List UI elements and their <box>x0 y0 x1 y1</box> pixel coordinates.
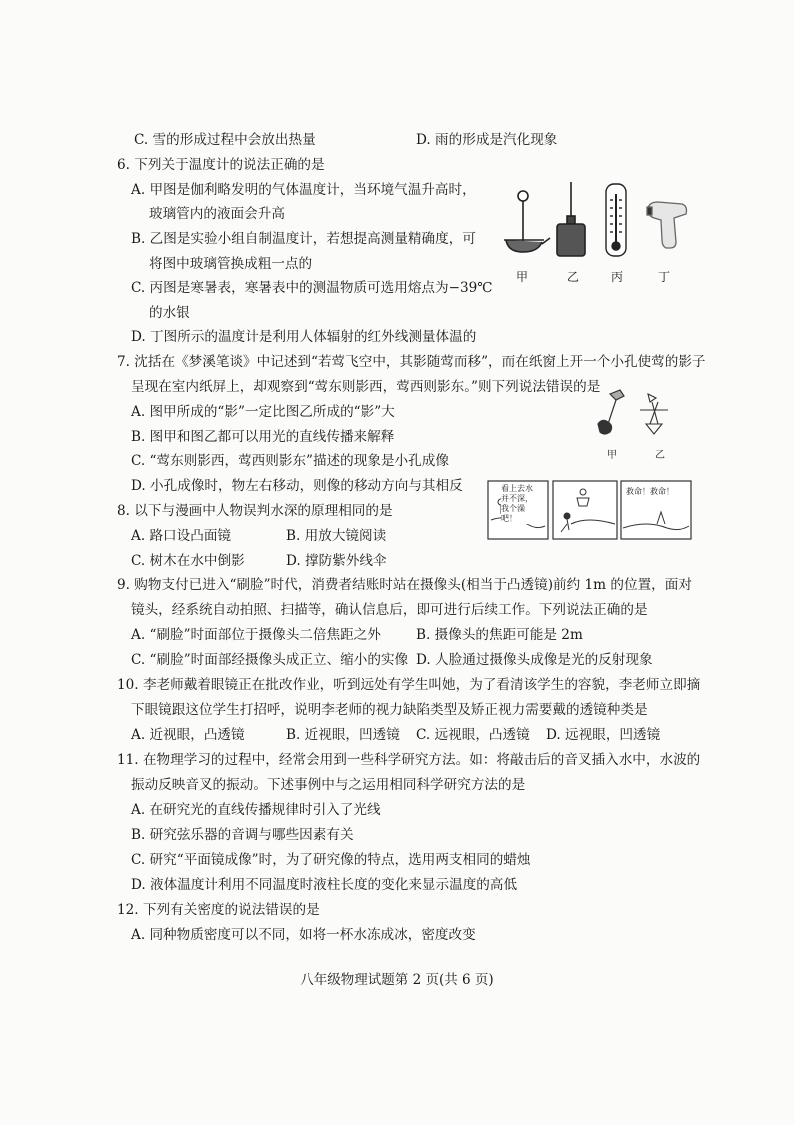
q9-option-a: A. “刷脸”时面部位于摄像头二倍焦距之外 <box>131 627 381 643</box>
galileo-thermometer-image <box>504 191 550 252</box>
q11-option-d: D. 液体温度计利用不同温度时液柱长度的变化来显示温度的高低 <box>131 877 518 893</box>
q7-option-d: D. 小孔成像时，物左右移动，则像的移动方向与其相反 <box>131 478 463 494</box>
q10-option-d: D. 远视眼，凹透镜 <box>546 727 661 743</box>
q7-caption-jia: 甲 <box>607 450 617 461</box>
q9-option-c: C. “刷脸”时面部经摄像头成正立、缩小的实像 <box>131 652 409 668</box>
q6-caption-ding: 丁 <box>658 270 671 284</box>
q8-stem: 8. 以下与漫画中人物误判水深的原理相同的是 <box>117 503 393 519</box>
q7-stem-line1: 7. 沈括在《梦溪笔谈》中记述到“若莺飞空中，其影随莺而移”，而在纸窗上开一个小孔使莺的影子 <box>117 354 706 370</box>
q11-stem-line2: 振动反映音叉的振动。下述事例中与之运用相同科学研究方法的是 <box>131 777 526 793</box>
q6-caption-jia: 甲 <box>516 270 529 284</box>
q6-option-c-line1: C. 丙图是寒暑表，寒暑表中的测温物质可选用熔点为−39℃ <box>131 280 493 296</box>
q10-stem-line1: 10. 李老师戴着眼镜正在批改作业，听到远处有学生叫她，为了看清该学生的容貌，李老师立即摘 <box>117 677 701 693</box>
q7-caption-yi: 乙 <box>655 450 665 461</box>
q10-option-a: A. 近视眼，凸透镜 <box>131 727 245 743</box>
infrared-thermometer-image <box>647 202 687 248</box>
q8-option-a: A. 路口设凸面镜 <box>131 528 232 544</box>
q7-option-c: C. “莺东则影西，莺西则影东”描述的现象是小孔成像 <box>131 453 449 469</box>
q11-stem-line1: 11. 在物理学习的过程中，经常会用到一些科学研究方法。如：将敲击后的音叉插入水中，水波的 <box>117 752 701 768</box>
homemade-thermometer-image <box>557 182 585 256</box>
page-footer: 八年级物理试题第 2 页(共 6 页) <box>300 972 494 988</box>
q7-option-a: A. 图甲所成的“影”一定比图乙所成的“影”大 <box>131 404 395 420</box>
bird-shadow-image <box>598 390 624 434</box>
q10-option-b: B. 近视眼，凹透镜 <box>286 727 400 743</box>
q8-option-c: C. 树木在水中倒影 <box>131 553 245 569</box>
comic-speech-bubble-1: 看上去水并不深，我个澡吧！ <box>501 484 539 524</box>
q12-option-a: A. 同种物质密度可以不同，如将一杯水冻成冰，密度改变 <box>131 927 476 943</box>
pinhole-figure <box>592 384 672 444</box>
q11-option-b: B. 研究弦乐器的音调与哪些因素有关 <box>131 827 354 843</box>
q9-stem-line2: 镜头，经系统自动拍照、扫描等，确认信息后，即可进行后续工作。下列说法正确的是 <box>131 602 648 618</box>
q8-option-b: B. 用放大镜阅读 <box>286 528 387 544</box>
q11-option-c: C. 研究“平面镜成像”时，为了研究像的特点，选用两支相同的蜡烛 <box>131 852 531 868</box>
thermometer-scale-image <box>606 184 626 256</box>
comic-speech-bubble-2: 救命！救命！ <box>626 487 674 496</box>
q10-option-c: C. 远视眼，凸透镜 <box>416 727 530 743</box>
thermometer-figure <box>498 180 698 262</box>
q8-option-d: D. 撑防紫外线伞 <box>286 553 387 569</box>
q6-option-c-line2: 的水银 <box>149 305 190 321</box>
q12-stem: 12. 下列有关密度的说法错误的是 <box>117 902 320 918</box>
q7-stem-line2: 呈现在室内纸屏上，却观察到“莺东则影西，莺西则影东。”则下列说法错误的是 <box>131 379 601 395</box>
q5-option-c: C. 雪的形成过程中会放出热量 <box>134 132 316 148</box>
comic-strip <box>487 480 693 542</box>
q6-caption-yi: 乙 <box>567 270 580 284</box>
q5-option-d: D. 雨的形成是汽化现象 <box>416 132 558 148</box>
q6-option-b-line1: B. 乙图是实验小组自制温度计，若想提高测量精确度，可 <box>131 231 476 247</box>
q6-option-a-line2: 玻璃管内的液面会升高 <box>149 206 285 222</box>
pinhole-image <box>640 394 668 434</box>
q9-option-d: D. 人脸通过摄像头成像是光的反射现象 <box>416 652 653 668</box>
q6-option-d: D. 丁图所示的温度计是利用人体辐射的红外线测量体温的 <box>131 329 477 345</box>
q10-stem-line2: 下眼镜跟这位学生打招呼，说明李老师的视力缺陷类型及矫正视力需要戴的透镜种类是 <box>131 702 648 718</box>
q9-stem-line1: 9. 购物支付已进入“刷脸”时代，消费者结账时站在摄像头(相当于凸透镜)前约 1m 的位置，面对 <box>117 577 692 593</box>
q7-option-b: B. 图甲和图乙都可以用光的直线传播来解释 <box>131 429 395 445</box>
q6-option-a-line1: A. 甲图是伽利略发明的气体温度计，当环境气温升高时， <box>131 182 476 198</box>
q11-option-a: A. 在研究光的直线传播规律时引入了光线 <box>131 802 381 818</box>
q6-stem: 6. 下列关于温度计的说法正确的是 <box>117 157 325 173</box>
q6-option-b-line2: 将图中玻璃管换成粗一点的 <box>149 256 313 272</box>
q9-option-b: B. 摄像头的焦距可能是 2m <box>416 627 583 643</box>
q6-caption-bing: 丙 <box>611 270 624 284</box>
